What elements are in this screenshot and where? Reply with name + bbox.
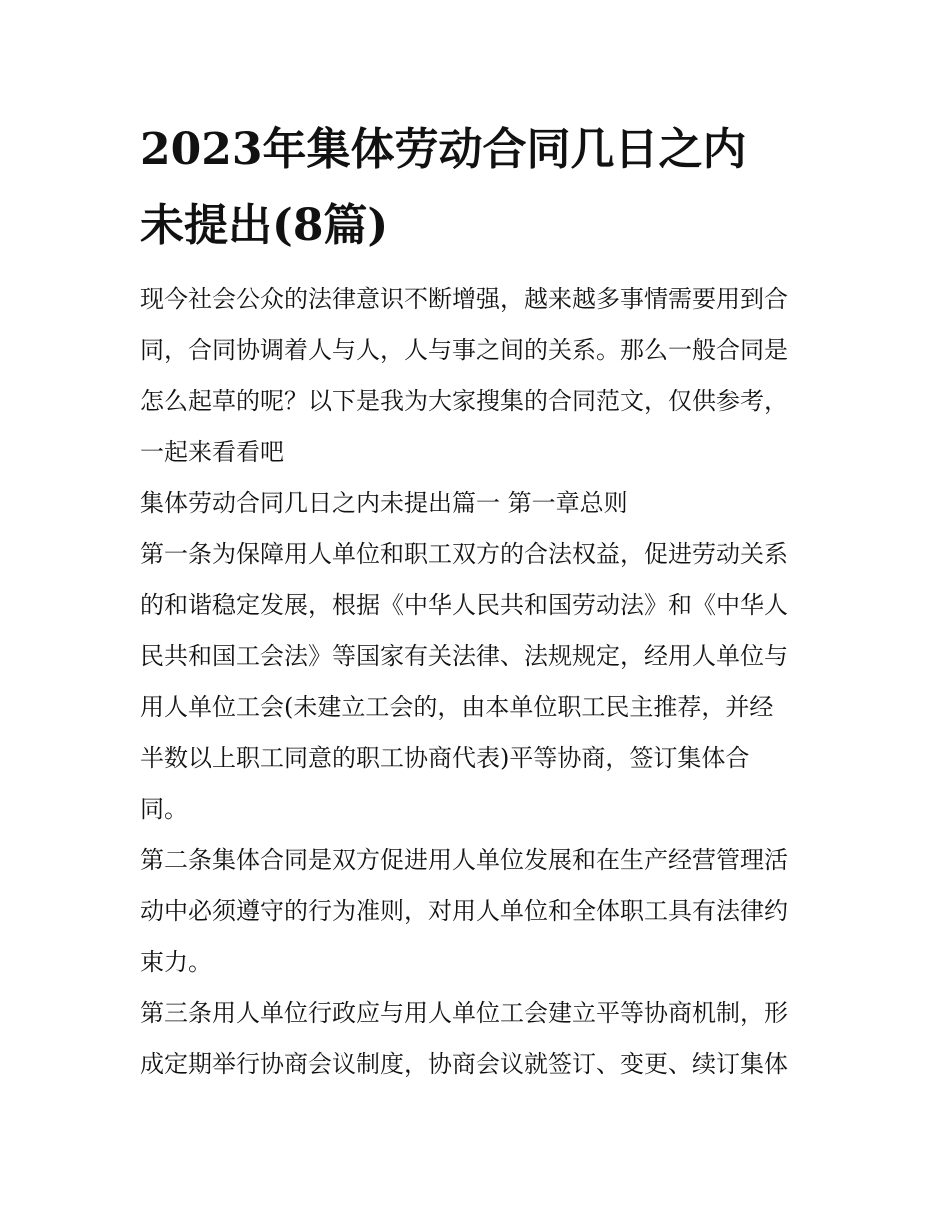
body-line: 成定期举行协商会议制度，协商会议就签订、变更、续订集体 xyxy=(140,1050,788,1078)
section-heading: 集体劳动合同几日之内未提出篇一 第一章总则 xyxy=(140,489,628,517)
body-line: 半数以上职工同意的职工协商代表)平等协商，签订集体合 xyxy=(140,744,750,772)
body-line: 动中必须遵守的行为准则，对用人单位和全体职工具有法律约 xyxy=(140,897,788,925)
body-line: 同。 xyxy=(140,795,188,823)
body-line: 现今社会公众的法律意识不断增强，越来越多事情需要用到合 xyxy=(140,285,788,313)
title-line-2: 未提出(8篇) xyxy=(140,200,389,251)
body-line: 的和谐稳定发展，根据《中华人民共和国劳动法》和《中华人 xyxy=(140,591,788,619)
body-line: 民共和国工会法》等国家有关法律、法规规定，经用人单位与 xyxy=(140,642,788,670)
document-title xyxy=(140,112,815,264)
body-line: 第三条用人单位行政应与用人单位工会建立平等协商机制，形 xyxy=(140,999,788,1027)
body-line: 第一条为保障用人单位和职工双方的合法权益，促进劳动关系 xyxy=(140,540,788,568)
body-line: 一起来看看吧 xyxy=(140,438,284,466)
document-page xyxy=(140,112,815,1090)
title-line-1: 2023年集体劳动合同几日之内 xyxy=(140,124,747,175)
body-line: 束力。 xyxy=(140,948,212,976)
document-body xyxy=(140,274,815,1090)
body-line: 怎么起草的呢？以下是我为大家搜集的合同范文，仅供参考， xyxy=(140,387,788,415)
body-line: 第二条集体合同是双方促进用人单位发展和在生产经营管理活 xyxy=(140,846,788,874)
body-line: 同，合同协调着人与人，人与事之间的关系。那么一般合同是 xyxy=(140,336,788,364)
body-line: 用人单位工会(未建立工会的，由本单位职工民主推荐，并经 xyxy=(140,693,774,721)
